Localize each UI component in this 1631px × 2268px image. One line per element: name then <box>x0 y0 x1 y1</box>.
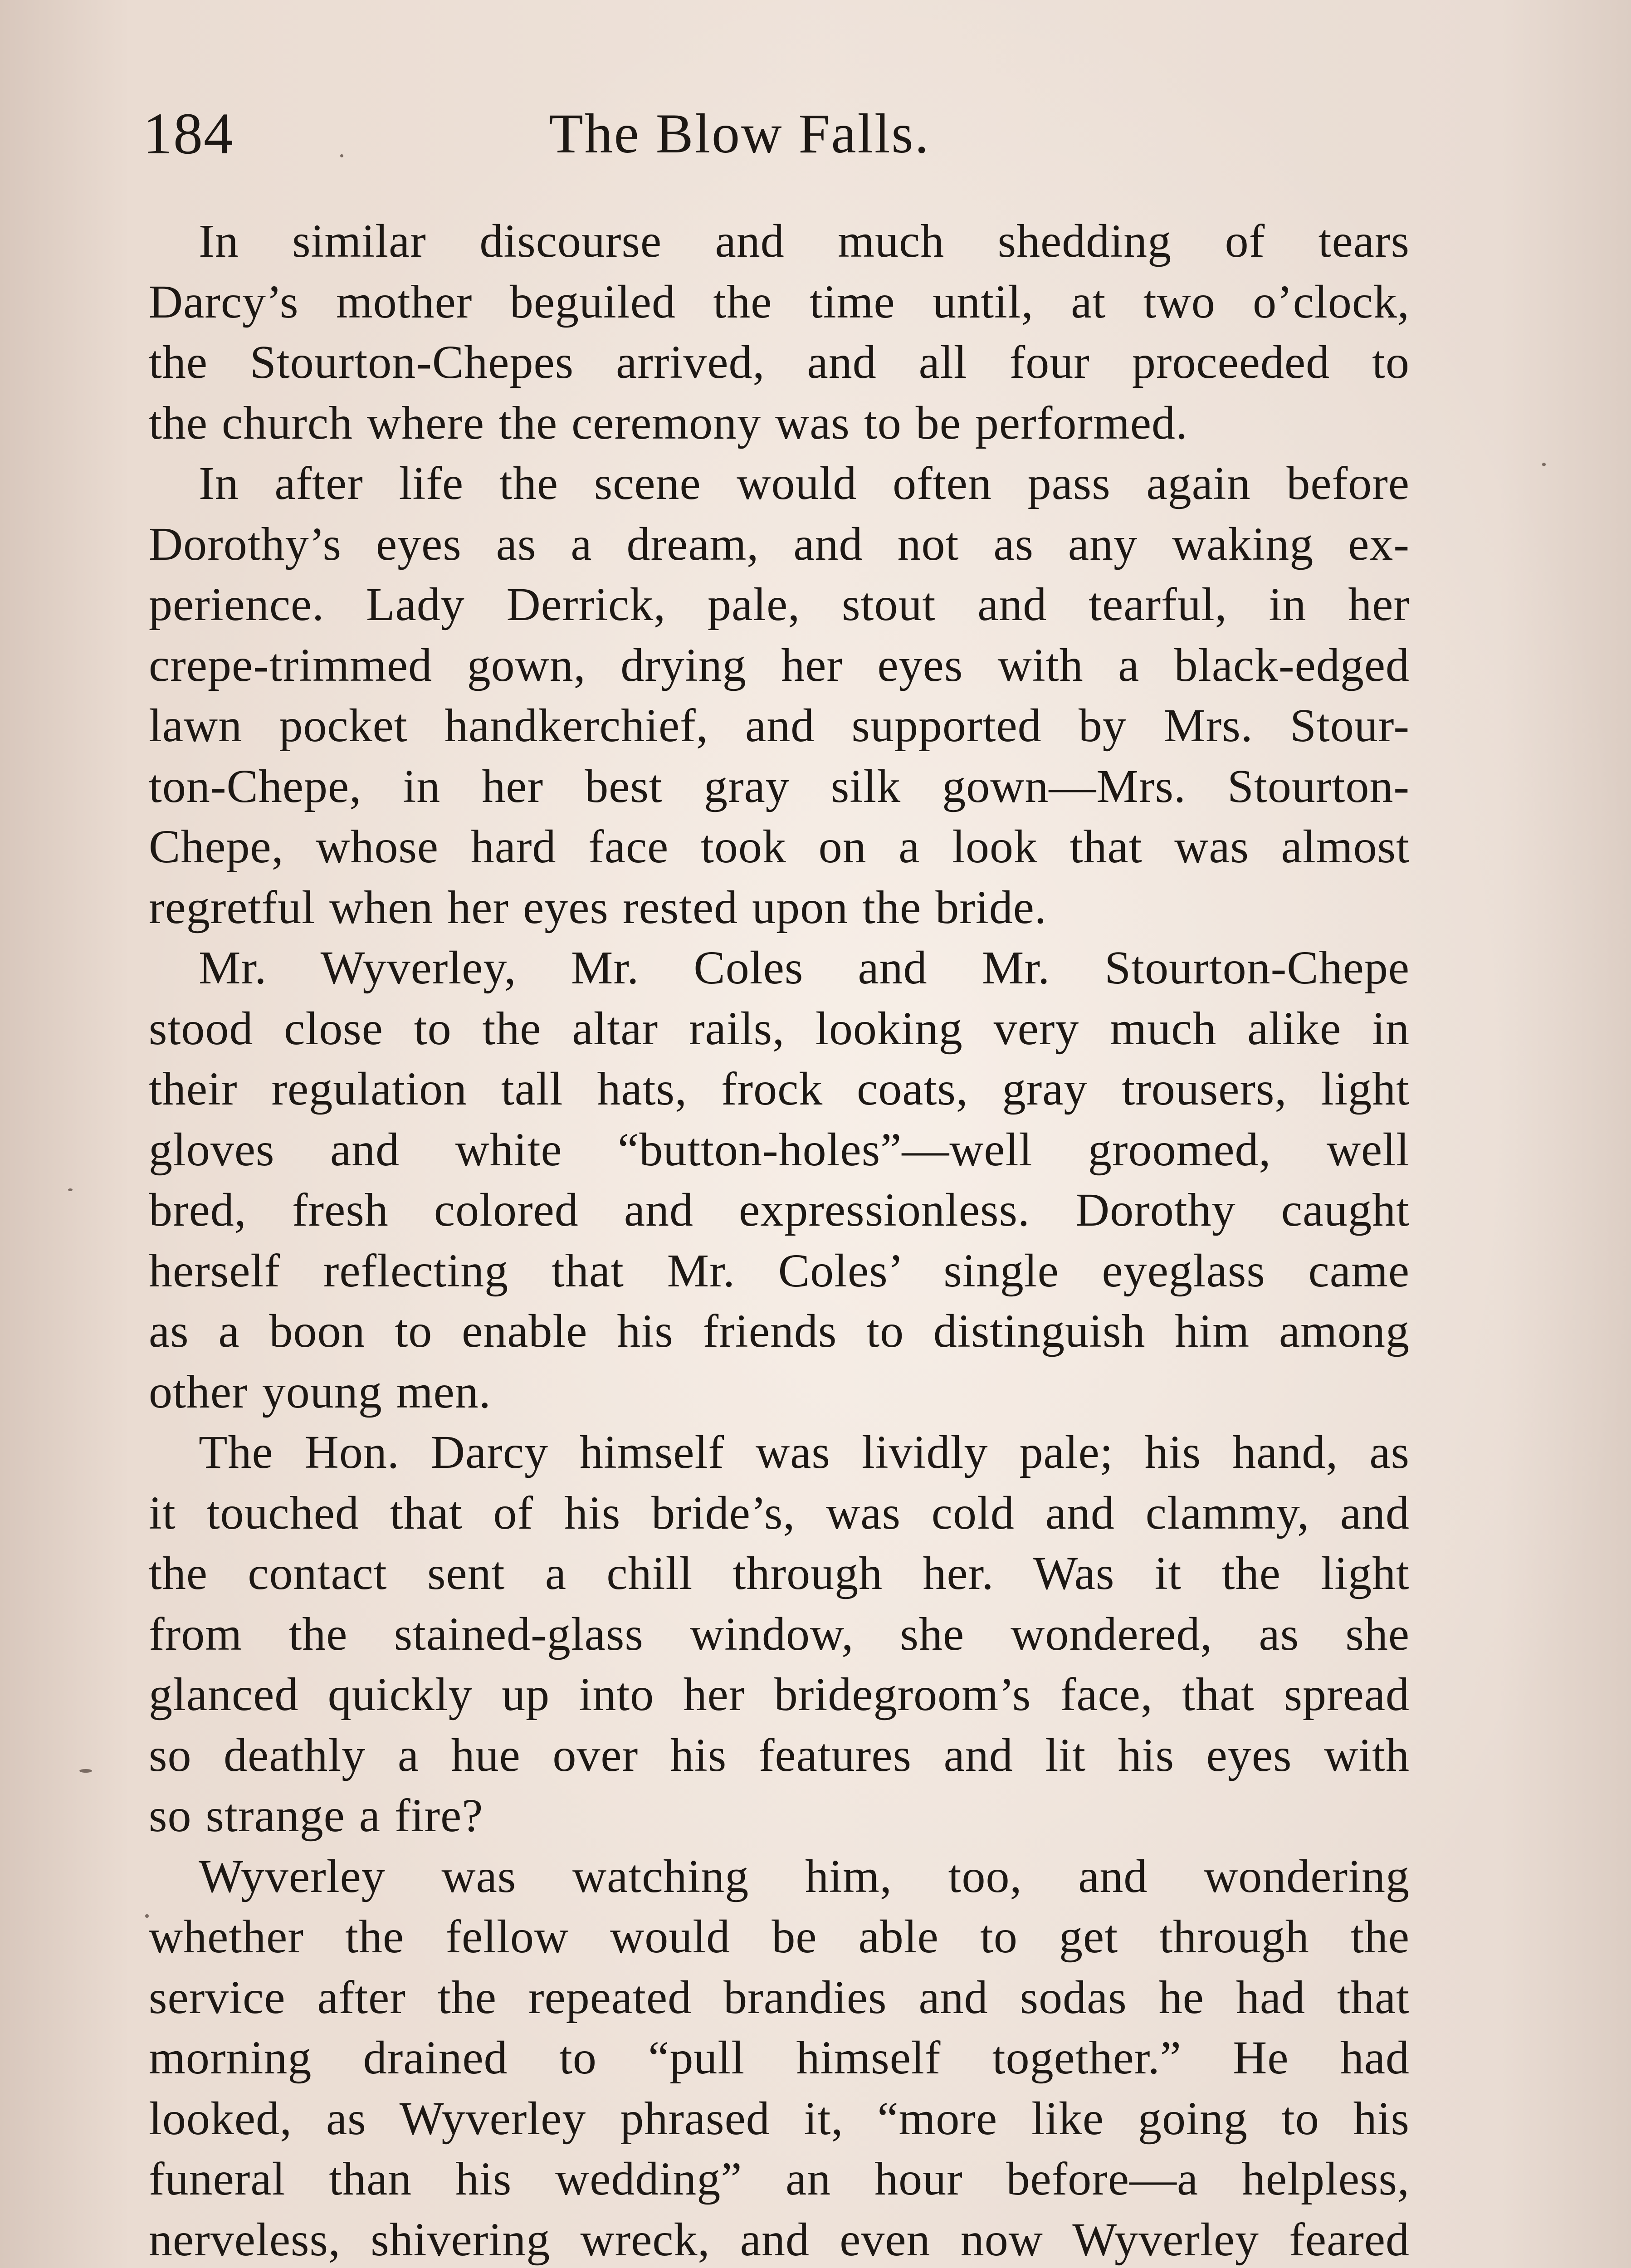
text-line: bred, fresh colored and expressionless. Dorothy caught <box>149 1184 1410 1236</box>
body-text <box>149 211 1410 2268</box>
text-line: stood close to the altar rails, looking very much alike in <box>149 1002 1410 1055</box>
text-line: so strange a fire? <box>149 1789 483 1842</box>
paper-speck <box>79 1769 92 1773</box>
text-line: looked, as Wyverley phrased it, “more like going to his <box>149 2092 1410 2145</box>
paper-speck <box>1542 463 1546 466</box>
text-line: crepe-trimmed gown, drying her eyes with a black-edged <box>149 639 1410 691</box>
text-line: The Hon. Darcy himself was lividly pale; his hand, as <box>199 1426 1410 1478</box>
text-line: it touched that of his bride’s, was cold and clammy, and <box>149 1486 1410 1539</box>
text-line: Mr. Wyverley, Mr. Coles and Mr. Stourton-Chepe <box>199 942 1410 994</box>
text-line: the Stourton-Chepes arrived, and all four proceeded to <box>149 336 1410 388</box>
text-line: other young men. <box>149 1365 491 1418</box>
text-line: In after life the scene would often pass again before <box>199 457 1410 509</box>
text-line: morning drained to “pull himself together.” He had <box>149 2032 1410 2084</box>
text-line: regretful when her eyes rested upon the bride. <box>149 881 1047 934</box>
page-number: 184 <box>143 101 234 166</box>
text-line: service after the repeated brandies and sodas he had that <box>149 1971 1410 2024</box>
text-line: glanced quickly up into her bridegroom’s face, that spread <box>149 1668 1410 1721</box>
text-line: whether the fellow would be able to get through the <box>149 1911 1410 1963</box>
running-head: The Blow Falls. <box>549 103 930 165</box>
text-line: Darcy’s mother beguiled the time until, at two o’clock, <box>149 275 1410 328</box>
text-line: funeral than his wedding” an hour before—a helpless, <box>149 2153 1410 2205</box>
text-line: from the stained-glass window, she wondered, as she <box>149 1608 1410 1660</box>
text-line: their regulation tall hats, frock coats, gray trousers, light <box>149 1063 1410 1115</box>
text-line: In similar discourse and much shedding of tears <box>199 215 1410 267</box>
text-line: Dorothy’s eyes as a dream, and not as any waking ex- <box>149 518 1410 570</box>
paper-speck <box>145 1914 149 1918</box>
paper-speck <box>68 1188 73 1191</box>
text-line: Wyverley was watching him, too, and wondering <box>199 1850 1410 1902</box>
text-line: Chepe, whose hard face took on a look that was almost <box>149 821 1410 873</box>
text-line: perience. Lady Derrick, pale, stout and tearful, in her <box>149 578 1410 631</box>
text-line: so deathly a hue over his features and lit his eyes with <box>149 1729 1410 1781</box>
text-line: herself reflecting that Mr. Coles’ single eyeglass came <box>149 1244 1410 1297</box>
text-line: gloves and white “button-holes”—well groomed, well <box>149 1123 1410 1176</box>
text-line: ton-Chepe, in her best gray silk gown—Mrs. Stourton- <box>149 760 1410 812</box>
paper-speck <box>340 154 343 157</box>
page-header <box>0 98 1631 170</box>
text-line: nerveless, shivering wreck, and even now Wyverley feared <box>149 2213 1410 2266</box>
text-line: the contact sent a chill through her. Was it the light <box>149 1547 1410 1599</box>
text-line: as a boon to enable his friends to distinguish him among <box>149 1305 1410 1357</box>
text-line: the church where the ceremony was to be performed. <box>149 396 1188 449</box>
text-line: lawn pocket handkerchief, and supported by Mrs. Stour- <box>149 699 1410 752</box>
